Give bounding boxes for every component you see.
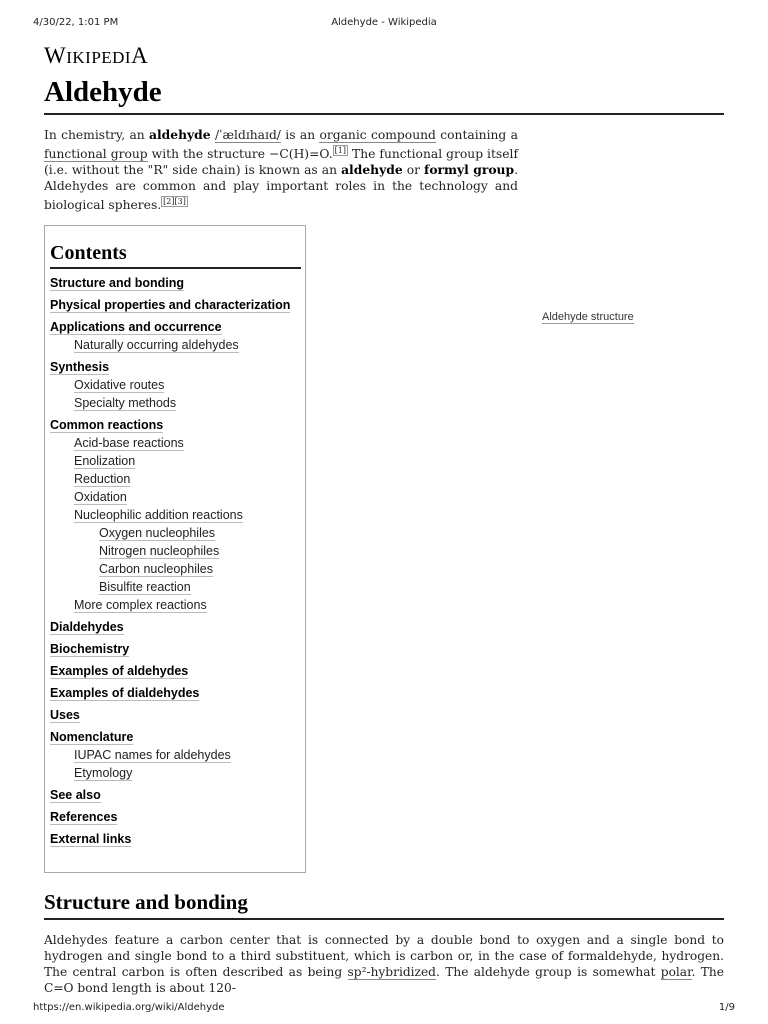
toc-item[interactable]: Dialdehydes <box>50 620 124 634</box>
page-title: Aldehyde <box>44 76 724 115</box>
toc-item[interactable]: References <box>50 810 118 824</box>
toc-subitem[interactable]: More complex reactions <box>74 598 207 612</box>
lead-text: is an <box>280 128 320 142</box>
toc-subitem[interactable]: Acid-base reactions <box>74 436 184 450</box>
sp2-hybridized-link[interactable]: sp²-hybridized <box>347 965 436 979</box>
toc-title: Contents <box>50 242 301 269</box>
organic-compound-link[interactable]: organic compound <box>319 128 436 142</box>
toc-item[interactable]: Synthesis <box>50 360 110 374</box>
toc-subitem[interactable]: Specialty methods <box>74 396 177 410</box>
toc-subsubitem[interactable]: Nitrogen nucleophiles <box>99 544 220 558</box>
section-heading: Structure and bonding <box>44 890 724 920</box>
toc-subitem[interactable]: Oxidation <box>74 490 127 504</box>
toc-subitem[interactable]: IUPAC names for aldehydes <box>74 748 231 762</box>
body-text: . The C=O bond length is about 120- <box>44 965 724 995</box>
toc-item[interactable]: Common reactions <box>50 418 164 432</box>
lead-bold-term: aldehyde <box>341 162 403 178</box>
toc-item[interactable]: Physical properties and characterization <box>50 298 291 312</box>
wikipedia-logo[interactable] <box>44 43 148 69</box>
ipa-pronunciation-link[interactable]: /ˈældɪhaɪd/ <box>214 128 281 142</box>
lead-text: In chemistry, an <box>44 128 150 142</box>
toc-item[interactable]: Examples of dialdehydes <box>50 686 200 700</box>
body-text: . The aldehyde group is somewhat <box>435 965 661 979</box>
toc-subsubitem[interactable]: Oxygen nucleophiles <box>99 526 216 540</box>
print-url: https://en.wikipedia.org/wiki/Aldehyde <box>33 1002 225 1013</box>
toc-subitem[interactable]: Etymology <box>74 766 133 780</box>
print-page-number: 1/9 <box>718 1002 735 1013</box>
lead-bold-term: aldehyde <box>149 127 211 142</box>
toc-item[interactable]: Biochemistry <box>50 642 130 656</box>
toc-subitem[interactable]: Oxidative routes <box>74 378 165 392</box>
section-paragraph <box>44 932 724 996</box>
logo-middle: IKIPEDI <box>66 48 132 67</box>
toc-item[interactable]: See also <box>50 788 101 802</box>
lead-text: The functional group itself (i.e. without the "R" side chain) is known as an <box>44 147 519 178</box>
print-datetime: 4/30/22, 1:01 PM <box>33 17 119 28</box>
polar-link[interactable]: polar <box>660 965 692 979</box>
toc-subitem[interactable]: Naturally occurring aldehydes <box>74 338 239 352</box>
logo-last-letter: A <box>131 43 149 68</box>
lead-paragraph <box>44 127 518 213</box>
table-of-contents <box>44 225 306 873</box>
print-page-title: Aldehyde - Wikipedia <box>331 17 437 28</box>
reference-link[interactable]: [1] <box>334 146 347 155</box>
toc-subitem[interactable]: Enolization <box>74 454 136 468</box>
lead-bold-term: formyl group <box>424 162 515 178</box>
toc-item[interactable]: Uses <box>50 708 80 722</box>
toc-item[interactable]: Nomenclature <box>50 730 134 744</box>
logo-first-letter: W <box>44 43 67 68</box>
toc-item[interactable]: Applications and occurrence <box>50 320 222 334</box>
toc-subsubitem[interactable]: Carbon nucleophiles <box>99 562 213 576</box>
functional-group-link[interactable]: functional group <box>44 147 148 162</box>
toc-subitem[interactable]: Nucleophilic addition reactions <box>74 508 243 522</box>
body-text: Aldehydes feature a carbon center that is connected by a double bond to oxygen and a single bond to hydrogen and single bond to a third substituent, which is carbon or, in the case of formaldehyde, hydrogen. The central carbon is often described as being <box>44 933 724 979</box>
lead-text: with the structure −C(H)=O. <box>147 147 333 162</box>
toc-item[interactable]: Structure and bonding <box>50 276 185 290</box>
toc-item[interactable]: Examples of aldehydes <box>50 664 189 678</box>
toc-subsubitem[interactable]: Bisulfite reaction <box>99 580 191 594</box>
toc-subitem[interactable]: Reduction <box>74 472 131 486</box>
lead-text: or <box>402 163 425 178</box>
lead-text: containing a <box>435 128 518 142</box>
figure-caption-link[interactable]: Aldehyde structure <box>542 311 634 323</box>
toc-item[interactable]: External links <box>50 832 132 846</box>
lead-text: . Aldehydes are common and play important roles in the technology and biological spheres. <box>44 163 518 213</box>
reference-link[interactable]: [2][3] <box>163 197 186 207</box>
